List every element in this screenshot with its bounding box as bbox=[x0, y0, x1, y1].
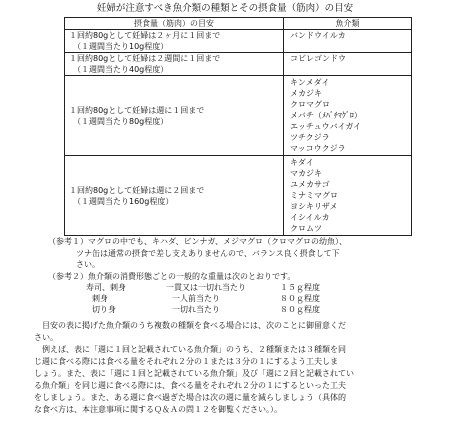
intake-cell bbox=[65, 76, 284, 156]
table-row bbox=[65, 53, 412, 76]
fish-name: バンドウイルカ bbox=[290, 31, 346, 40]
intake-line: １回約80gとして妊婦は週に１回まで bbox=[69, 105, 205, 115]
serving-weight-row bbox=[48, 293, 444, 304]
serving-weight: ８０ｇ程度 bbox=[280, 294, 320, 303]
fish-cell bbox=[284, 53, 412, 76]
paragraph-line: じ週に食べる際には食べる量をそれぞれ２分の１または３分の１にするよう工夫しま bbox=[34, 357, 338, 366]
serving-form: 刺身 bbox=[92, 294, 108, 303]
intake-line: １回約80gとして妊婦は週に２回まで bbox=[69, 185, 205, 195]
fish-name: キダイ bbox=[290, 158, 314, 167]
serving-form: 切り身 bbox=[92, 305, 116, 314]
table-header-row bbox=[65, 18, 412, 30]
fish-name: クロムツ bbox=[290, 224, 322, 233]
fish-name: コビレゴンドウ bbox=[290, 54, 346, 63]
header-intake: 摂食量（筋肉）の目安 bbox=[65, 18, 284, 30]
table-row bbox=[65, 156, 412, 236]
reference-notes bbox=[48, 236, 444, 315]
fish-name: マカジキ bbox=[290, 169, 322, 178]
reference-1-line: ツナ缶は通常の摂食で差し支えありませんので、バランス良く摂食して下 bbox=[76, 248, 340, 258]
intake-cell bbox=[65, 156, 284, 236]
fish-name: ユメカサゴ bbox=[290, 180, 330, 189]
serving-weight-row bbox=[48, 282, 444, 293]
fish-name: ツチクジラ bbox=[290, 133, 330, 142]
intake-cell bbox=[65, 53, 284, 76]
serving-weight: ８０ｇ程度 bbox=[280, 305, 320, 314]
intake-line: １回約80gとして妊婦は２ヶ月に１回まで bbox=[69, 31, 221, 40]
reference-2-line: （参考２）魚介類の消費形態ごとの一般的な重量は次のとおりです。 bbox=[48, 271, 296, 281]
fish-name: キンメダイ bbox=[290, 78, 330, 87]
intake-line: （１週間当たり80g程度） bbox=[73, 116, 169, 126]
intake-cell bbox=[65, 30, 284, 53]
paragraph-line: しょう。また、表に「週に１回と記載されている魚介類」及び「週に２回と記載されてい bbox=[34, 369, 354, 378]
serving-weight-row bbox=[48, 304, 444, 315]
paragraph-line: る魚介類」を同じ週に食べる際には、食べる量をそれぞれ２分の１にするといった工夫 bbox=[34, 381, 346, 390]
serving-unit: 一人前当たり bbox=[172, 294, 220, 303]
header-fish: 魚介類 bbox=[284, 18, 412, 30]
fish-name: マッコウクジラ bbox=[290, 144, 346, 153]
guidance-paragraph bbox=[34, 320, 446, 416]
intake-line: １回約80gとして妊婦は２週間に１回まで bbox=[69, 54, 221, 63]
fish-intake-table bbox=[64, 17, 412, 236]
table-row bbox=[65, 76, 412, 156]
intake-line: （１週間当たり10g程度） bbox=[73, 42, 169, 51]
paragraph-line: さい。 bbox=[34, 333, 58, 342]
serving-unit: 一貫又は一切れ当たり bbox=[166, 283, 246, 292]
serving-form: 寿司、刺身 bbox=[86, 283, 126, 292]
intake-line: （１週間当たり160g程度） bbox=[73, 196, 174, 206]
fish-name: イシイルカ bbox=[290, 213, 330, 222]
table-row bbox=[65, 30, 412, 53]
fish-name: エッチュウバイガイ bbox=[290, 122, 362, 131]
fish-name: クロマグロ bbox=[290, 100, 330, 109]
reference-1-line: さい。 bbox=[76, 260, 100, 269]
fish-name: メバチ（ﾒﾊﾞﾁﾏｸﾞﾛ） bbox=[290, 111, 362, 120]
paragraph-line: な食べ方は、本注意事項に関するＱ＆Ａの問１２を御覧ください。）。 bbox=[34, 405, 282, 414]
fish-cell bbox=[284, 156, 412, 236]
fish-name: メカジキ bbox=[290, 89, 322, 98]
fish-cell bbox=[284, 30, 412, 53]
paragraph-line: 例えば、表に「週に１回と記載されている魚介類」のうち、２種類または３種類を同 bbox=[34, 345, 346, 354]
fish-name: ヨシキリザメ bbox=[290, 202, 338, 211]
paragraph-line: をしましょう。また、ある週に食べ過ぎた場合は次の週に量を減らしましょう（具体的 bbox=[34, 393, 346, 402]
reference-1-line: （参考１）マグロの中でも、キハダ、ビンナガ、メジマグロ（クロマグロの幼魚）、 bbox=[48, 237, 348, 246]
serving-unit: 一切れ当たり bbox=[172, 305, 220, 314]
paragraph-line: 目安の表に掲げた魚介類のうち複数の種類を食べる場合には、次のことに御留意くだ bbox=[34, 321, 346, 330]
intake-line: （１週間当たり40g程度） bbox=[73, 65, 169, 74]
page-title: 妊婦が注意すべき魚介類の種類とその摂食量（筋肉）の目安 bbox=[96, 3, 354, 14]
fish-name: ミナミマグロ bbox=[290, 191, 338, 200]
fish-cell bbox=[284, 76, 412, 156]
serving-weight: １５ｇ程度 bbox=[280, 283, 320, 292]
